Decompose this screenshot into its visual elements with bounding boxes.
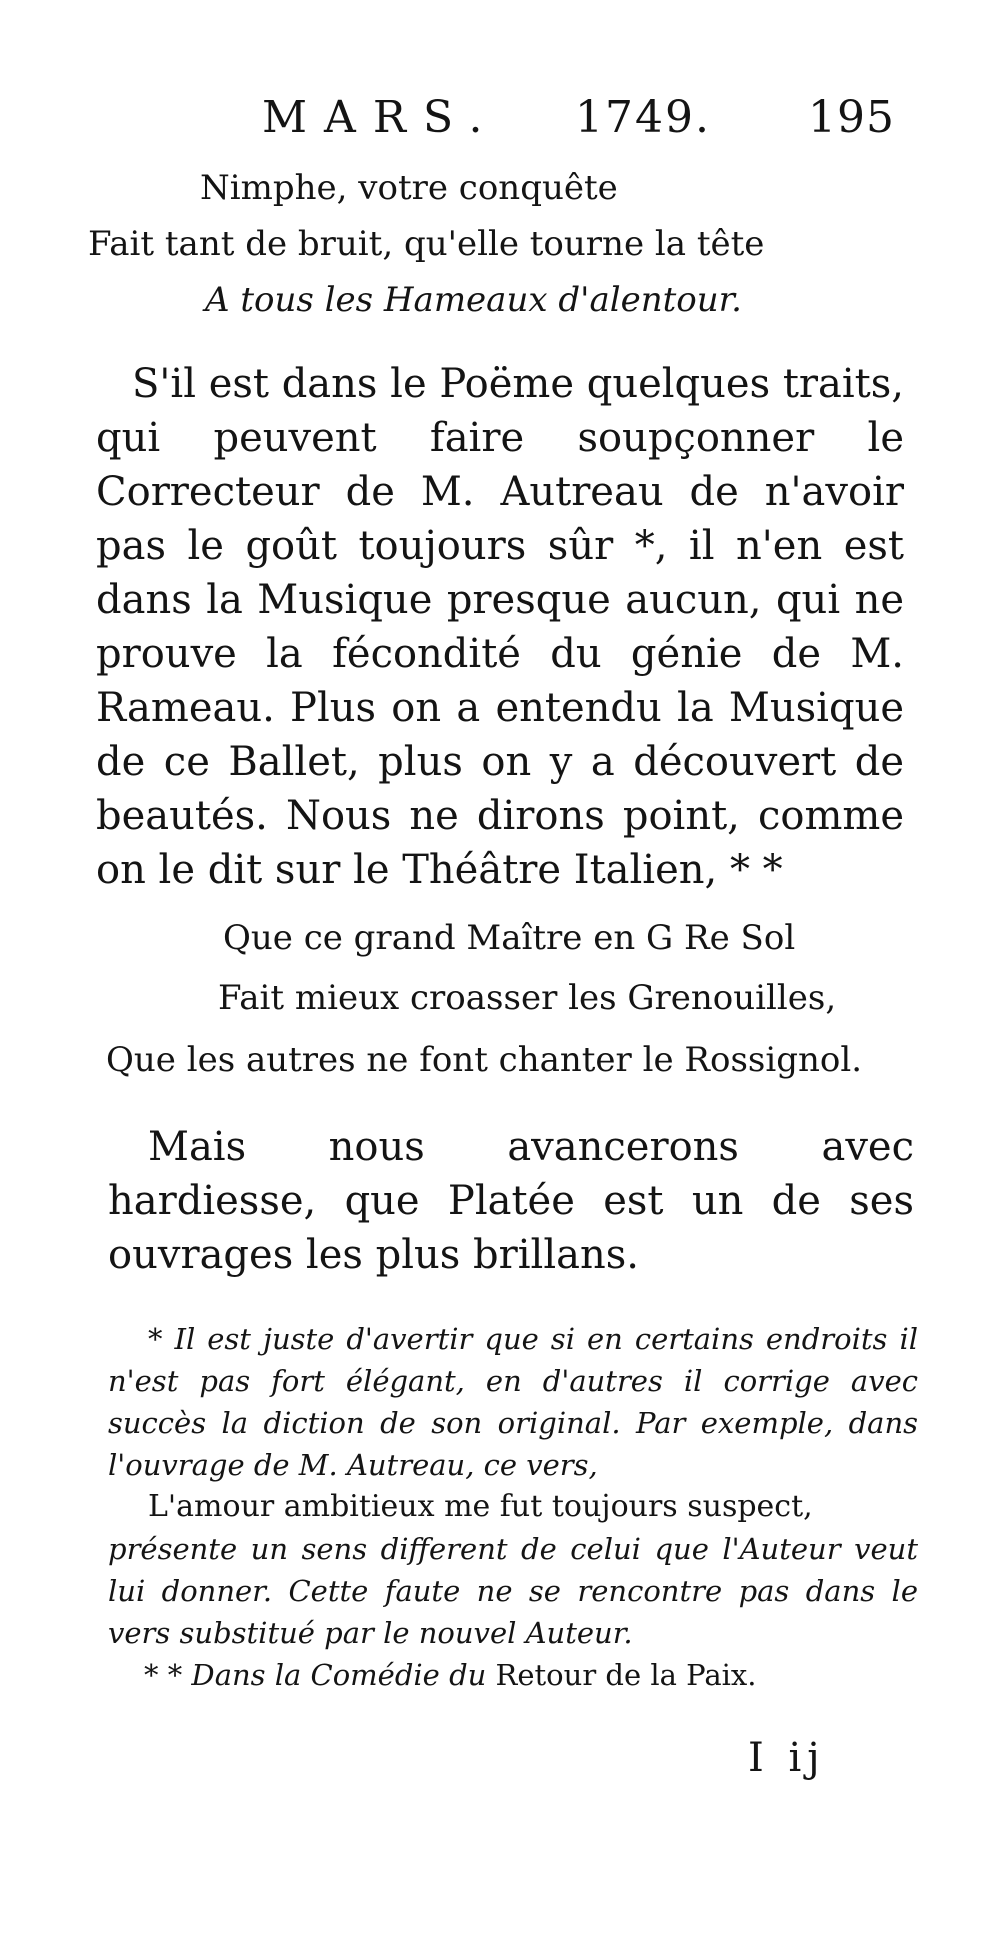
running-head-month: MARS.	[262, 92, 500, 143]
quote-line-3: Que les autres ne font chanter le Rossignol.	[106, 1040, 863, 1080]
body-paragraph-1: S'il est dans le Poëme quelques traits, qui peuvent faire soupçonner le Correcteur de M. Autreau de n'avoir pas le goût toujours sûr *, il n'en est dans la Musique presque aucun, qui ne prouve la fécondité du génie de M. Rameau. Plus on a entendu la Musique de ce Ballet, plus on y a découvert de beautés. Nous ne dirons point, comme on le dit sur le Théâtre Italien, * *	[96, 361, 904, 893]
footnote-2-mark: * * Dans la Comédie du	[144, 1658, 487, 1692]
footnotes	[108, 1318, 918, 1696]
running-head-year: 1749.	[575, 92, 711, 143]
page-number: 195	[808, 92, 895, 143]
quote-line-1: Que ce grand Maître en G Re Sol	[223, 918, 796, 958]
verse-line-2: Fait tant de bruit, qu'elle tourne la tête	[88, 224, 765, 264]
verse-line-1: Nimphe, votre conquête	[200, 168, 618, 208]
footnote-1-continuation: présente un sens different de celui que l'Auteur veut lui donner. Cette faute ne se rencontre pas dans le vers substitué par le nouvel Auteur.	[108, 1532, 918, 1650]
body-paragraph-2: Mais nous avancerons avec hardiesse, que Platée est un de ses ouvrages les plus brillans.	[108, 1124, 914, 1278]
footnote-1-text: * Il est juste d'avertir que si en certains endroits il n'est pas fort élégant, en d'autres il corrige avec succès la diction de son original. Par exemple, dans l'ouvrage de M. Autreau, ce vers,	[108, 1322, 918, 1482]
signature-mark: I ij	[748, 1735, 826, 1781]
running-head	[0, 92, 1000, 152]
footnote-2-title: Retour de la Paix.	[495, 1658, 757, 1692]
verse-line-3: A tous les Hameaux d'alentour.	[205, 280, 742, 320]
footnote-2	[108, 1654, 918, 1696]
quote-line-2: Fait mieux croasser les Grenouilles,	[218, 978, 837, 1018]
footnote-1-verse: L'amour ambitieux me fut toujours suspect,	[148, 1489, 813, 1524]
